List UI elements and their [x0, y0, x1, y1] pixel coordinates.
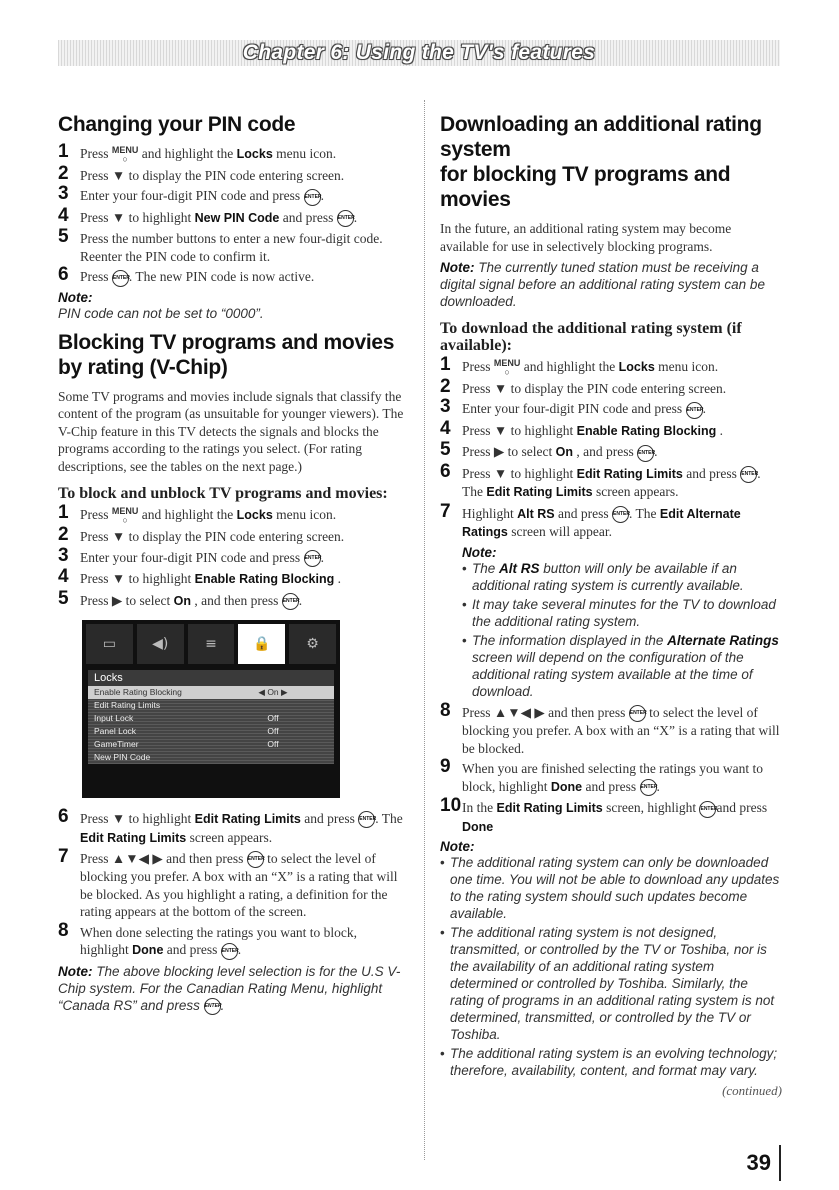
- menu-button-icon: MENU ○: [111, 506, 139, 526]
- vchip-title-line1: Blocking TV programs and movies: [58, 330, 395, 354]
- enter-button-icon: ENTER: [699, 801, 716, 818]
- download-steps-continued: [440, 699, 782, 836]
- pin-step-1: [58, 141, 408, 164]
- vchip-step-6: [58, 806, 408, 847]
- download-note: [440, 259, 782, 310]
- locks-menu-row-value: Off: [267, 726, 279, 737]
- enter-button-icon: ENTER: [337, 210, 354, 227]
- page-number: 39: [746, 1150, 771, 1175]
- menu-icon-bar: [86, 624, 336, 664]
- step-text: Press MENU ○ and highlight the Locks menu icon.: [80, 144, 337, 164]
- pin-note-text: PIN code can not be set to “0000”.: [58, 305, 264, 321]
- step-number: 1: [440, 354, 451, 375]
- step-number: 6: [58, 806, 69, 828]
- vchip-step-4: [58, 566, 408, 589]
- menu-item-name: Done: [132, 943, 164, 958]
- menu-item-name: Edit Rating Limits: [496, 801, 603, 816]
- menu-item-name: Done: [550, 779, 583, 794]
- step-text: Press ▲▼◀ ▶ and then press ENTER to select the level of blocking you prefer. A box with an “X” is a rating that will be blocked.: [462, 704, 780, 756]
- step-number: 8: [58, 919, 69, 941]
- locks-menu-row: [88, 725, 334, 738]
- menu-button-icon: MENU ○: [493, 357, 521, 377]
- menu-item-name: Done: [462, 819, 494, 834]
- locks-menu-row: [88, 686, 334, 699]
- menu-item-name: Edit Rating Limits: [194, 812, 301, 827]
- menu-button-icon: MENU ○: [111, 144, 139, 164]
- step-text: Press ▼ to highlight Edit Rating Limits and press ENTER. The Edit Rating Limits screen appears.: [462, 465, 761, 500]
- download-title-line2: for blocking TV programs and movies: [440, 163, 731, 211]
- pin-step-5: [58, 226, 408, 265]
- step-number: 10: [440, 795, 462, 817]
- sound-menu-icon: ◀): [137, 624, 184, 664]
- enter-button-icon: ENTER: [740, 466, 757, 483]
- menu-item-name: Locks: [236, 147, 273, 161]
- download-step-2: [440, 375, 782, 398]
- menu-item-name: Locks: [236, 508, 273, 523]
- download-step-4: [440, 417, 782, 441]
- vchip-title-line2: by rating (V-Chip): [58, 355, 228, 379]
- download-step-1: [440, 354, 782, 377]
- locks-menu-screenshot: [82, 620, 340, 798]
- locks-menu-row-label: GameTimer: [94, 739, 139, 750]
- locks-menu-row: [88, 699, 334, 712]
- download-intro: In the future, an additional rating system may become available for use in selectively blocking programs.: [440, 221, 732, 254]
- picture-menu-icon: ▭: [86, 624, 133, 664]
- pin-step-6: [58, 264, 408, 286]
- enter-button-icon: ENTER: [304, 550, 321, 567]
- download-title-line1: Downloading an additional rating system: [440, 113, 762, 161]
- step-text: Press ▼ to highlight Enable Rating Blocking .: [80, 571, 341, 587]
- locks-menu-row: [88, 751, 334, 764]
- step7-note-label: Note:: [462, 544, 497, 560]
- locks-menu-row-value: [218, 752, 328, 763]
- step-text: In the Edit Rating Limits screen, highlight ENTERand press Done: [462, 800, 768, 834]
- download-steps: [440, 354, 782, 542]
- step-number: 2: [58, 524, 69, 546]
- step-number: 1: [58, 141, 69, 162]
- vchip-note-label: Note:: [58, 963, 93, 979]
- step-text: When done selecting the ratings you want to block, highlight Done and press ENTER.: [80, 925, 357, 958]
- pin-steps: [58, 141, 408, 287]
- step-number: 3: [58, 183, 69, 205]
- vchip-steps: [58, 502, 408, 610]
- final-note-item: • The additional rating system can only be downloaded one time. You will not be able to download any updates to the rating system should such updates become available.: [440, 854, 782, 922]
- menu-item-name: On: [173, 593, 191, 608]
- vchip-note: Note: The above blocking level selection is for the U.S V-Chip system. For the Canadian Rating Menu, highlight “Canada RS” and press ENTER.: [58, 963, 401, 1013]
- menu-item-name: On: [555, 445, 573, 460]
- step-number: 5: [440, 439, 451, 461]
- locks-menu-row-label: Panel Lock: [94, 726, 137, 737]
- step-number: 4: [440, 417, 451, 439]
- enter-button-icon: ENTER: [247, 851, 264, 868]
- vchip-step-3: [58, 544, 408, 567]
- menu-item-name: Edit Alternate Ratings: [462, 506, 741, 540]
- chapter-banner: [58, 40, 780, 66]
- step-text: Highlight Alt RS and press ENTER. The Edit Alternate Ratings screen will appear.: [462, 505, 741, 540]
- step-text: When you are finished selecting the ratings you want to block, highlight Done and press ENTER.: [462, 761, 763, 794]
- download-step-6: [440, 460, 782, 502]
- enter-button-icon: ENTER: [629, 705, 646, 722]
- pin-note-label: Note:: [58, 289, 93, 305]
- locks-menu-row-value: Off: [267, 739, 279, 750]
- vchip-step-1: [58, 502, 408, 526]
- menu-item-name: Locks: [618, 360, 655, 374]
- locks-menu-rows: [88, 686, 334, 764]
- menu-item-name: Edit Rating Limits: [80, 830, 187, 845]
- locks-menu-title: Locks: [88, 670, 334, 686]
- vchip-section-title: [58, 330, 408, 380]
- column-divider: [424, 100, 425, 1160]
- step7-note-item: • The information displayed in the Alternate Ratings screen will depend on the configuration of the additional rating system available at the time of download.: [462, 632, 782, 700]
- step-number: 7: [440, 500, 451, 522]
- pin-step-4: [58, 204, 408, 228]
- step-number: 3: [440, 396, 451, 418]
- step-text: Press MENU ○ and highlight the Locks menu icon.: [80, 506, 337, 526]
- enter-button-icon: ENTER: [282, 593, 299, 610]
- right-column: [440, 108, 782, 1099]
- step-text: Press ▶ to select On , and press ENTER.: [462, 444, 657, 459]
- step-text: Press ▼ to display the PIN code entering screen.: [80, 529, 345, 545]
- final-note-item: • The additional rating system is an evolving technology; therefore, availability, content, and format may vary.: [440, 1045, 782, 1079]
- step-number: 4: [58, 204, 69, 226]
- step-number: 2: [440, 375, 451, 397]
- enter-button-icon: ENTER: [640, 779, 657, 796]
- vchip-step-2: [58, 524, 408, 546]
- menu-item-name: Edit Rating Limits: [486, 485, 593, 500]
- step7-note-list: [462, 560, 782, 700]
- download-step-8: [440, 699, 782, 757]
- step7-notes: [440, 545, 782, 700]
- locks-menu-row-label: Edit Rating Limits: [94, 700, 161, 711]
- note-keyword: Alt RS: [499, 560, 540, 576]
- vchip-step-8: [58, 919, 408, 960]
- step7-note-item: • The Alt RS button will only be available if an additional rating system is currently available.: [462, 560, 782, 594]
- locks-menu-row: [88, 738, 334, 751]
- download-step-10: [440, 795, 782, 836]
- locks-menu-row-value: [218, 700, 328, 711]
- step-text: Enter your four-digit PIN code and press ENTER.: [462, 401, 706, 416]
- enter-button-icon: ENTER: [204, 998, 221, 1015]
- pin-step-2: [58, 162, 408, 185]
- menu-item-name: Enable Rating Blocking: [576, 423, 717, 438]
- vchip-intro: Some TV programs and movies include signals that classify the content of the program (as unsuitable for younger viewers). The V-Chip feature in this TV detects the signals and blocks the programs according to the ratings you select. (For rating descriptions, see the tables on the next page.): [58, 388, 404, 474]
- locks-menu-row-value: Off: [267, 713, 279, 724]
- step-text: Press ▶ to select On , and then press ENTER.: [80, 593, 302, 608]
- vchip-step-5: [58, 587, 408, 611]
- step7-note-item: • It may take several minutes for the TV to download the additional rating system.: [462, 596, 782, 630]
- enter-button-icon: ENTER: [612, 506, 629, 523]
- left-column: [58, 108, 408, 1019]
- final-note-label: Note:: [440, 839, 475, 855]
- download-step-7: [440, 500, 782, 542]
- menu-item-name: Alt RS: [517, 506, 555, 521]
- download-note-text: The currently tuned station must be receiving a digital signal before an additional rating system can be downloaded.: [440, 260, 765, 309]
- step-number: 2: [58, 162, 69, 184]
- page-number-bar: [779, 1145, 781, 1181]
- menu-item-name: New PIN Code: [194, 210, 280, 225]
- step-number: 6: [440, 460, 451, 482]
- download-note-label: Note:: [440, 260, 475, 275]
- lock-menu-icon: 🔒: [238, 624, 285, 664]
- step-number: 6: [58, 264, 69, 286]
- note-keyword: Alternate Ratings: [667, 632, 779, 648]
- enter-button-icon: ENTER: [304, 189, 321, 206]
- download-subtitle: To download the additional rating system (if available):: [440, 320, 742, 354]
- menu-item-name: Enable Rating Blocking: [194, 572, 335, 587]
- download-step-9: [440, 756, 782, 796]
- step-number: 5: [58, 226, 69, 248]
- locks-menu-row-label: Input Lock: [94, 713, 134, 724]
- download-section-title: [440, 112, 782, 212]
- setup-menu-icon: ≡: [188, 624, 235, 664]
- locks-menu-row-value: ◀ On ▶: [258, 687, 288, 698]
- applications-menu-icon: ⚙: [289, 624, 336, 664]
- chapter-title: Chapter 6: Using the TV's features: [242, 41, 596, 64]
- continued-label: (continued): [722, 1083, 782, 1099]
- enter-button-icon: ENTER: [358, 811, 375, 828]
- menu-item-name: Edit Rating Limits: [576, 466, 683, 481]
- step-text: Press ▲▼◀ ▶ and then press ENTER to select the level of blocking you prefer. A box with an “X” is a rating that will be blocked. As you highlight a rating, a definition for the rating appears at the bottom of the screen.: [80, 851, 398, 920]
- locks-menu-row: [88, 712, 334, 725]
- pin-section-title: Changing your PIN code: [58, 113, 296, 136]
- step-text: Press ▼ to highlight Enable Rating Blocking .: [462, 422, 723, 438]
- step-text: Press ▼ to display the PIN code entering screen.: [462, 380, 727, 396]
- enter-button-icon: ENTER: [637, 445, 654, 462]
- locks-menu: [88, 670, 334, 764]
- vchip-steps-continued: [58, 806, 408, 960]
- locks-menu-row-label: Enable Rating Blocking: [94, 687, 182, 698]
- step-text: Press ▼ to highlight New PIN Code and press ENTER.: [80, 210, 357, 225]
- enter-button-icon: ENTER: [112, 270, 129, 287]
- pin-step-3: [58, 183, 408, 205]
- step-number: 9: [440, 756, 451, 778]
- locks-menu-row-label: New PIN Code: [94, 752, 151, 763]
- step-number: 8: [440, 699, 451, 721]
- step-text: Press ENTER. The new PIN code is now active.: [80, 269, 314, 284]
- download-step-5: [440, 439, 782, 462]
- final-note-list: [440, 854, 782, 1079]
- step-text: Press ▼ to highlight Edit Rating Limits and press ENTER. The Edit Rating Limits screen appears.: [80, 811, 403, 845]
- step-text: Press ▼ to display the PIN code entering screen.: [80, 167, 345, 183]
- step-text: Enter your four-digit PIN code and press ENTER.: [80, 550, 324, 565]
- download-step-3: [440, 396, 782, 418]
- final-note-item: • The additional rating system is not designed, transmitted, or controlled by the TV or Toshiba, nor is the availability of an additional rating system determined or controlled by Toshiba. Similarly, the rating of programs in an additional rating system is not determined, transmitted, or controlled by the TV or Toshiba.: [440, 924, 782, 1043]
- vchip-subtitle: To block and unblock TV programs and movies:: [58, 485, 388, 503]
- step-number: 7: [58, 846, 69, 868]
- step-text: Press MENU ○ and highlight the Locks menu icon.: [462, 357, 719, 377]
- step-number: 4: [58, 566, 69, 588]
- enter-button-icon: ENTER: [221, 943, 238, 960]
- step-number: 3: [58, 544, 69, 566]
- step-text: Press the number buttons to enter a new four-digit code. Reenter the PIN code to confirm it.: [80, 231, 383, 264]
- step-text: Enter your four-digit PIN code and press ENTER.: [80, 188, 324, 203]
- vchip-step-7: [58, 846, 408, 921]
- enter-button-icon: ENTER: [686, 402, 703, 419]
- step-number: 1: [58, 502, 69, 524]
- step-number: 5: [58, 587, 69, 609]
- vchip-note-text: The above blocking level selection is for the U.S V-Chip system. For the Canadian Rating Menu, highlight “Canada RS” and press: [58, 963, 401, 1013]
